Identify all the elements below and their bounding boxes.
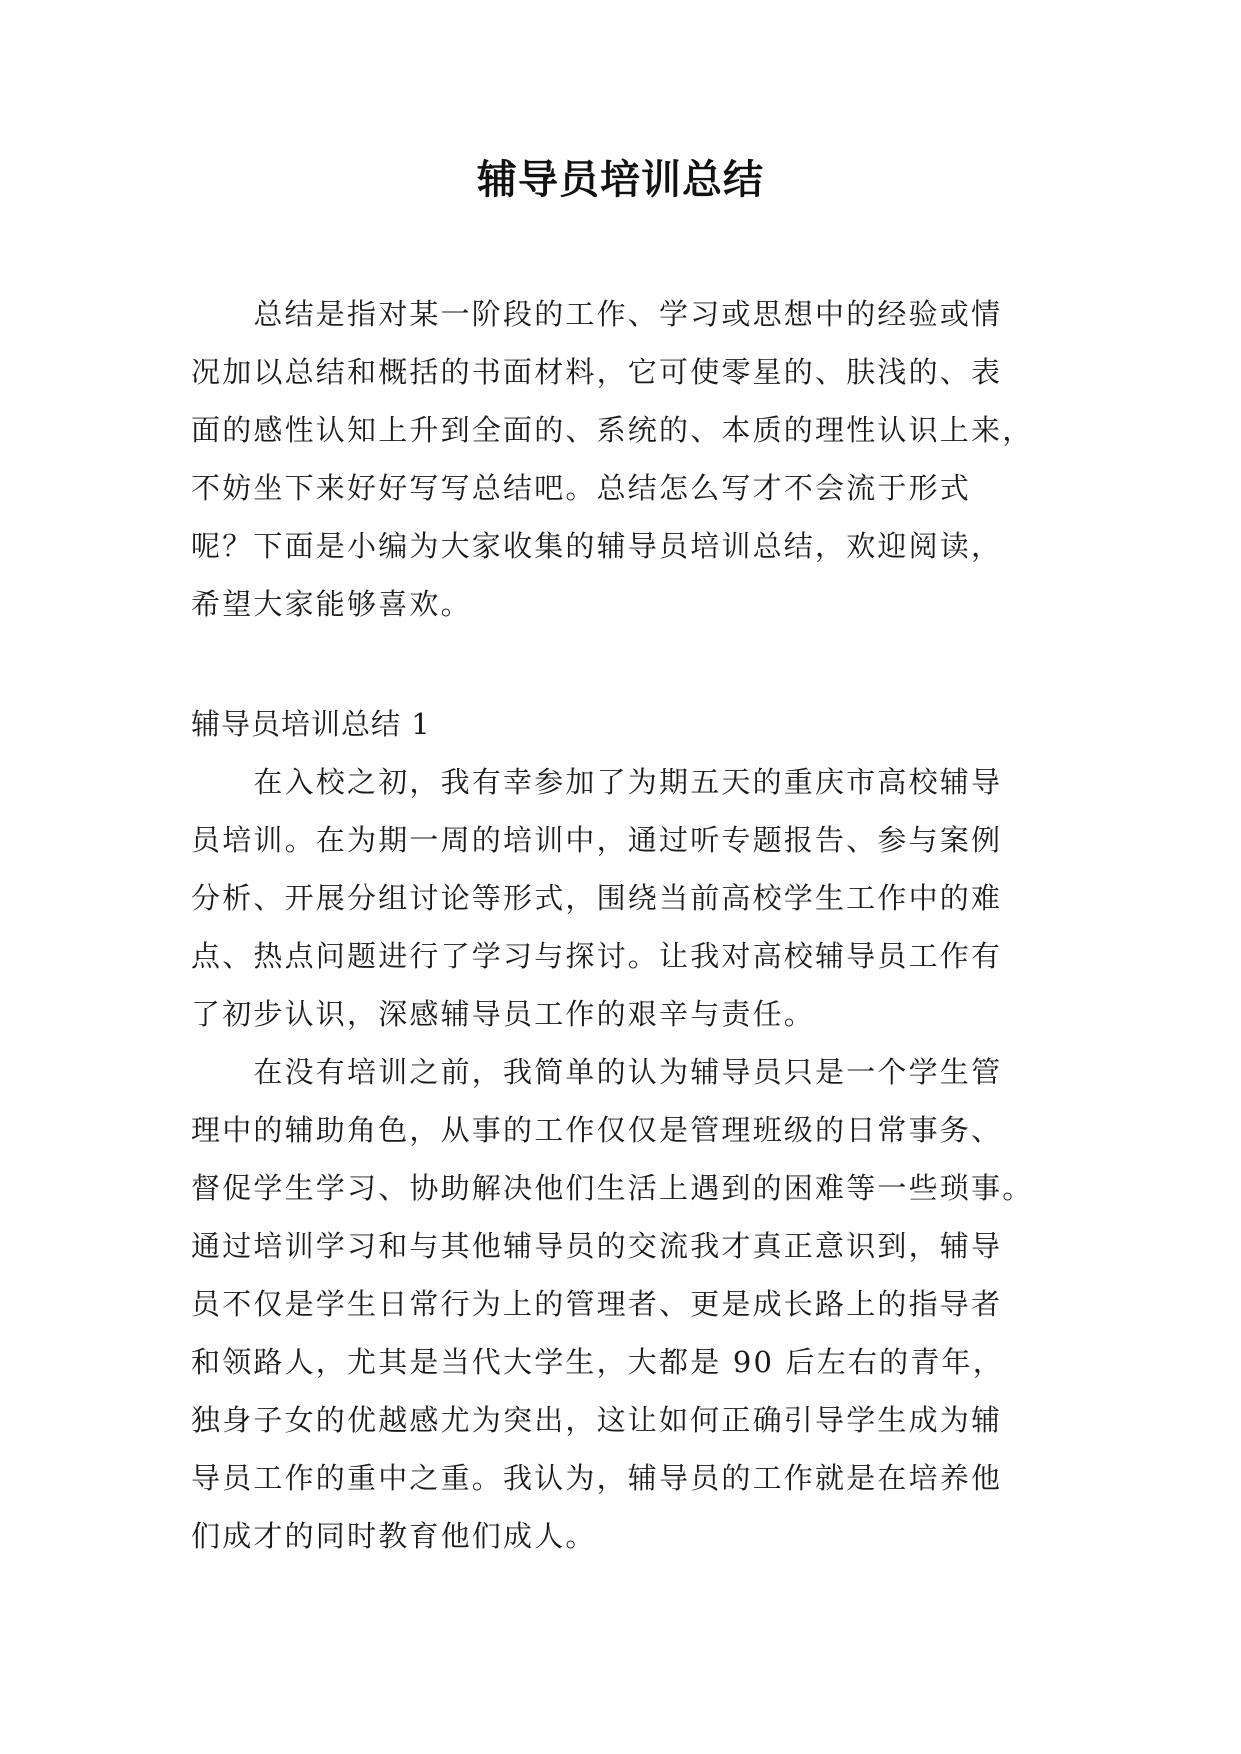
text-line: 员培训。在为期一周的培训中，通过听专题报告、参与案例 <box>191 823 1003 857</box>
text-line: 在入校之初，我有幸参加了为期五天的重庆市高校辅导 <box>191 765 1003 799</box>
section1-paragraph-2 <box>191 1043 1051 1565</box>
document-title: 辅导员培训总结 <box>477 157 764 203</box>
text-line: 希望大家能够喜欢。 <box>191 587 472 621</box>
text-line: 独身子女的优越感尤为突出，这让如何正确引导学生成为辅 <box>191 1403 1003 1437</box>
text-line: 况加以总结和概括的书面材料，它可使零星的、肤浅的、表 <box>191 355 1003 389</box>
text-line: 通过培训学习和与其他辅导员的交流我才真正意识到，辅导 <box>191 1229 1003 1263</box>
text-line: 点、热点问题进行了学习与探讨。让我对高校辅导员工作有 <box>191 939 1003 973</box>
text-line: 面的感性认知上升到全面的、系统的、本质的理性认识上来， <box>191 413 1034 447</box>
text-line: 们成才的同时教育他们成人。 <box>191 1519 597 1553</box>
section-spacer <box>191 633 1051 695</box>
text-line: 理中的辅助角色，从事的工作仅仅是管理班级的日常事务、 <box>191 1113 1003 1147</box>
text-line: 和领路人，尤其是当代大学生，大都是 90 后左右的青年， <box>191 1345 1004 1379</box>
text-line: 呢？下面是小编为大家收集的辅导员培训总结，欢迎阅读， <box>191 529 1003 563</box>
section-heading: 辅导员培训总结 1 <box>191 707 431 741</box>
text-line: 督促学生学习、协助解决他们生活上遇到的困难等一些琐事。 <box>191 1171 1034 1205</box>
text-line: 在没有培训之前，我简单的认为辅导员只是一个学生管 <box>191 1055 1003 1089</box>
text-line: 总结是指对某一阶段的工作、学习或思想中的经验或情 <box>191 297 1003 331</box>
intro-paragraph <box>191 285 1051 633</box>
section1-paragraph-1 <box>191 753 1051 1043</box>
document-body <box>191 285 1051 1565</box>
text-line: 导员工作的重中之重。我认为，辅导员的工作就是在培养他 <box>191 1461 1003 1495</box>
text-line: 了初步认识，深感辅导员工作的艰辛与责任。 <box>191 997 816 1031</box>
text-line: 员不仅是学生日常行为上的管理者、更是成长路上的指导者 <box>191 1287 1003 1321</box>
text-line: 分析、开展分组讨论等形式，围绕当前高校学生工作中的难 <box>191 881 1003 915</box>
text-line: 不妨坐下来好好写写总结吧。总结怎么写才不会流于形式 <box>191 471 972 505</box>
